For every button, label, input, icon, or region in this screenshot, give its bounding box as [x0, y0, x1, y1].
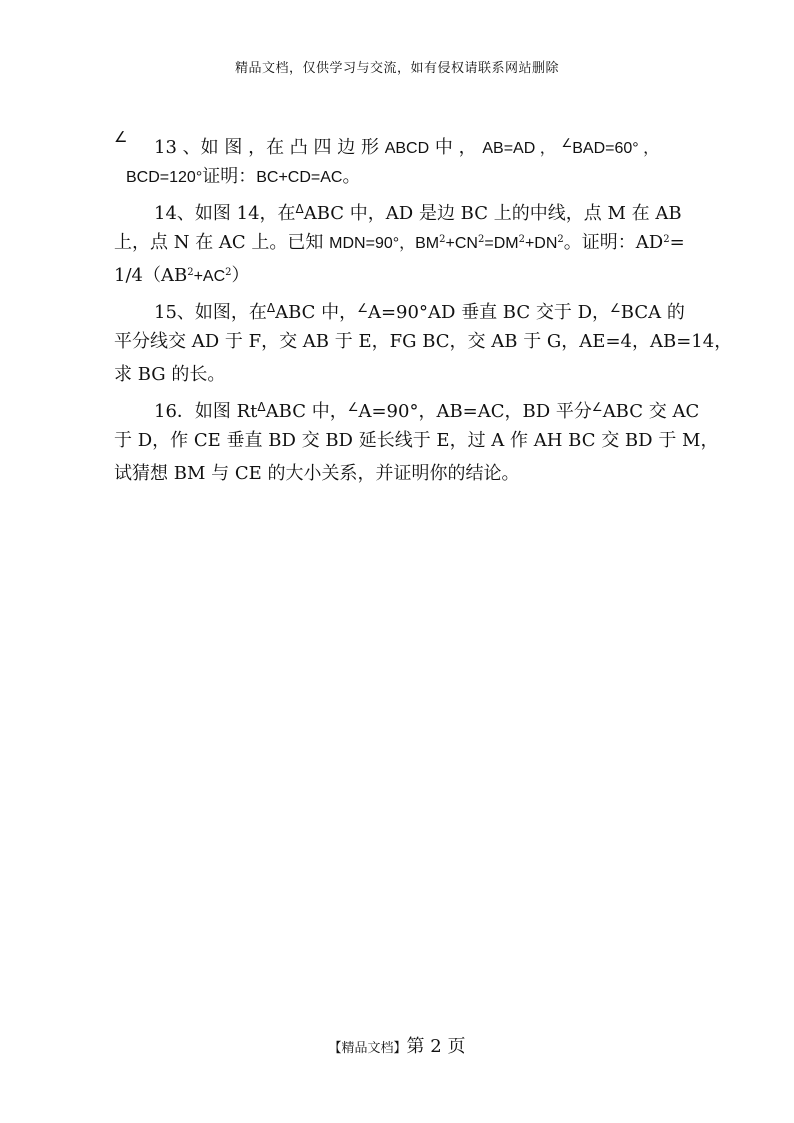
p16-text-c: A=90°，AB=AC，BD 平分 — [358, 401, 592, 422]
p14-text-i: = — [669, 232, 685, 253]
p14-text-h: 。证明：AD — [563, 232, 664, 253]
p14-text-k: +AC — [193, 268, 226, 285]
problem-15-line-2 — [114, 325, 733, 358]
problem-13-line-1 — [114, 127, 684, 160]
p14-text-a: 14、如图 14，在 — [154, 203, 296, 224]
p13-text-a: 13 、如 图 ，在 凸 四 边 形 — [154, 137, 379, 158]
superscript: 2 — [663, 234, 670, 245]
problem-16-line-1 — [114, 391, 700, 424]
triangle-symbol: Δ — [295, 202, 304, 216]
p15-text-e: 平分线交 AD 于 F，交 AB 于 E，FG BC，交 AB 于 G，AE=4，AB=14， — [114, 331, 733, 352]
p13-text-f: BCD=120° — [126, 169, 203, 186]
p14-text-e: +CN — [445, 235, 478, 252]
p15-text-b: ABC 中， — [275, 302, 358, 323]
angle-symbol: ∠ — [357, 301, 368, 315]
p13-text-d: AB=AD ， — [482, 140, 556, 157]
superscript: 2 — [557, 234, 564, 245]
p16-text-a: 16．如图 Rt — [154, 401, 258, 422]
superscript: 2 — [477, 234, 485, 245]
angle-symbol: ∠ — [347, 400, 359, 414]
triangle-symbol: Δ — [266, 301, 276, 315]
page-footer — [0, 1032, 794, 1058]
p15-text-f: 求 BG 的长。 — [114, 364, 226, 385]
p14-text-c: 上，点 N 在 AC 上。已知 — [114, 232, 324, 253]
angle-symbol: ∠ — [591, 400, 603, 414]
p13-text-g: 证明： — [202, 166, 257, 187]
angle-symbol: ∠ — [114, 128, 128, 146]
problem-14-line-1 — [114, 193, 684, 226]
p16-text-f: 试猜想 BM 与 CE 的大小关系，并证明你的结论。 — [114, 463, 520, 484]
problem-16-line-3 — [114, 457, 684, 490]
p15-text-a: 15、如图，在 — [154, 302, 267, 323]
angle-symbol: ∠ — [610, 301, 621, 315]
problem-14-line-3 — [114, 259, 684, 292]
p16-text-b: ABC 中， — [265, 401, 348, 422]
p14-text-b: ABC 中，AD 是边 BC 上的中线，点 M 在 AB — [303, 203, 682, 224]
footer-tag: 【精品文档】 — [328, 1041, 407, 1056]
p14-text-f: =DM — [484, 235, 519, 252]
document-body — [114, 127, 733, 490]
page-number: 第 2 页 — [406, 1036, 466, 1057]
angle-symbol: ∠ — [561, 136, 573, 150]
p16-text-d: ABC 交 AC — [602, 401, 700, 422]
p13-text-i: 。 — [342, 166, 361, 187]
p13-text-h: BC+CD=AC — [256, 169, 343, 186]
p16-text-e: 于 D，作 CE 垂直 BD 交 BD 延长线于 E，过 A 作 AH BC 交 BD 于 M， — [114, 430, 719, 451]
p14-text-d: MDN=90°，BM — [329, 235, 440, 252]
superscript: 2 — [439, 234, 446, 245]
p14-text-l: ） — [231, 265, 250, 286]
p15-text-c: A=90°AD 垂直 BC 交于 D， — [367, 302, 611, 323]
problem-15-line-3 — [114, 358, 684, 391]
problem-16-line-2 — [114, 424, 719, 457]
p15-text-d: BCA 的 — [620, 302, 685, 323]
problem-13-line-2 — [114, 160, 684, 193]
superscript: 2 — [225, 267, 232, 278]
p13-text-b: ABCD — [384, 140, 430, 157]
p14-text-g: +DN — [524, 235, 558, 252]
p13-text-c: 中 ， — [434, 137, 477, 158]
page-header: 精品文档，仅供学习与交流，如有侵权请联系网站删除 — [234, 61, 559, 76]
p13-text-e: BAD=60° ， — [572, 140, 660, 157]
superscript: 2 — [187, 267, 194, 278]
problem-14-line-2 — [114, 226, 684, 259]
superscript: 2 — [518, 234, 525, 245]
problem-15-line-1 — [114, 292, 684, 325]
p14-text-j: 1/4（AB — [114, 265, 188, 286]
triangle-symbol: Δ — [257, 400, 266, 414]
